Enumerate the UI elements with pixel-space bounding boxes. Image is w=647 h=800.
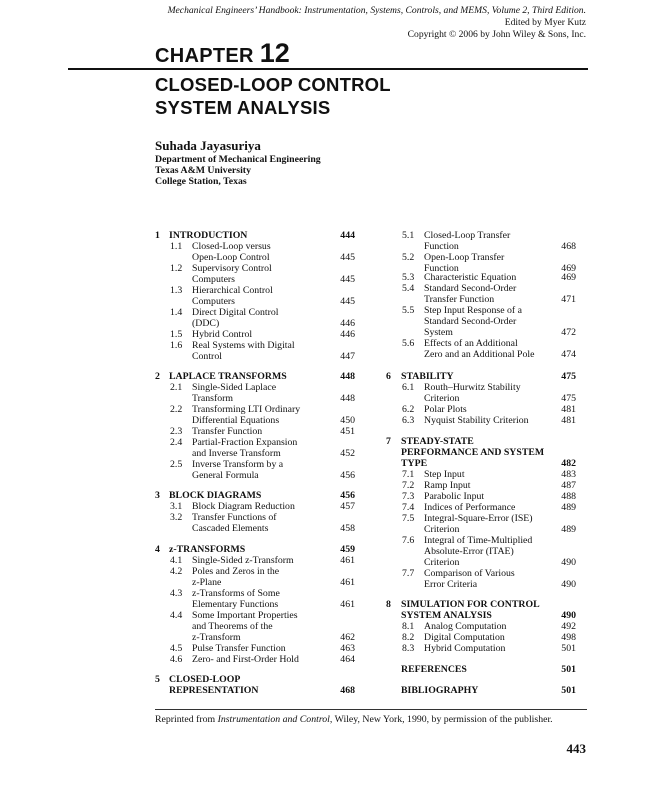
- toc-entry: [386, 415, 586, 426]
- reprint-suffix: , Wiley, New York, 1990, by permission of the publisher.: [329, 714, 553, 725]
- toc-entry-title: Integral-Square-Error (ISE): [424, 513, 533, 524]
- toc-entry: [386, 316, 586, 327]
- toc-entry-title: Transfer Function: [192, 426, 263, 437]
- toc-entry: [155, 241, 360, 252]
- toc-entry-title: Function: [424, 263, 459, 274]
- toc-entry: [386, 338, 586, 349]
- toc-entry-title: Block Diagram Reduction: [192, 501, 295, 512]
- toc-entry-page: 481: [561, 415, 576, 426]
- toc-entry-title: SIMULATION FOR CONTROL: [401, 599, 540, 610]
- toc-entry: [386, 480, 586, 491]
- toc-entry-page: 483: [561, 469, 576, 480]
- toc-entry-page: 490: [561, 579, 576, 590]
- toc-entry: [386, 513, 586, 524]
- toc-entry: [155, 490, 360, 501]
- chapter-label: CHAPTER: [155, 45, 254, 67]
- toc-entry-page: 501: [561, 643, 576, 654]
- toc-entry: [155, 654, 360, 665]
- toc-entry: [155, 382, 360, 393]
- toc-entry-page: 461: [340, 577, 355, 588]
- toc-entry: [386, 393, 586, 404]
- toc-entry-number: 2.4: [170, 437, 183, 448]
- toc-entry: [386, 241, 586, 252]
- toc-entry-number: 3.1: [170, 501, 183, 512]
- toc-entry-number: 4.2: [170, 566, 183, 577]
- toc-entry-number: 8.2: [402, 632, 415, 643]
- toc-entry-number: 5.2: [402, 252, 415, 263]
- toc-entry-number: 2.1: [170, 382, 183, 393]
- toc-entry-title: Effects of an Additional: [424, 338, 518, 349]
- toc-entry-number: 1.6: [170, 340, 183, 351]
- toc-entry: [386, 458, 586, 469]
- toc-entry: [386, 599, 586, 610]
- toc-entry-page: 469: [561, 263, 576, 274]
- toc-entry-title: Single-Sided Laplace: [192, 382, 277, 393]
- toc-entry-title: Zero and an Additional Pole: [424, 349, 535, 360]
- toc-entry: [155, 577, 360, 588]
- toc-entry-title: Criterion: [424, 524, 460, 535]
- toc-entry-number: 7: [386, 436, 391, 447]
- toc-entry-page: 463: [340, 643, 355, 654]
- toc-entry-page: 501: [561, 685, 576, 696]
- toc-entry: [155, 274, 360, 285]
- toc-entry-title: Control: [192, 351, 222, 362]
- toc-entry-page: 458: [340, 523, 355, 534]
- toc-entry: [155, 632, 360, 643]
- toc-entry-title: Routh–Hurwitz Stability: [424, 382, 521, 393]
- toc-entry: [155, 393, 360, 404]
- toc-entry-page: 475: [561, 393, 576, 404]
- toc-entry: [155, 252, 360, 263]
- chapter-title: [155, 73, 391, 119]
- chapter-title-line-2: SYSTEM ANALYSIS: [155, 97, 331, 118]
- toc-entry-title: Direct Digital Control: [192, 307, 279, 318]
- toc-entry-title: STEADY-STATE: [401, 436, 474, 447]
- toc-entry-title: Supervisory Control: [192, 263, 272, 274]
- toc-entry-title: Closed-Loop Transfer: [424, 230, 511, 241]
- toc-entry-page: 446: [340, 329, 355, 340]
- toc-entry: [155, 501, 360, 512]
- toc-entry-number: 6: [386, 371, 391, 382]
- toc-entry-page: 472: [561, 327, 576, 338]
- toc-entry: [155, 523, 360, 534]
- toc-entry: [386, 371, 586, 382]
- toc-entry: [386, 643, 586, 654]
- toc-entry-page: 456: [340, 490, 355, 501]
- toc-entry-title: Criterion: [424, 557, 460, 568]
- toc-entry: [155, 674, 360, 685]
- toc-entry-title: BLOCK DIAGRAMS: [169, 490, 262, 501]
- toc-entry-title: Real Systems with Digital: [192, 340, 295, 351]
- toc-entry-page: 490: [561, 557, 576, 568]
- chapter-heading: [155, 38, 290, 69]
- toc-entry-number: 7.4: [402, 502, 415, 513]
- toc-entry-page: 468: [340, 685, 355, 696]
- toc-entry-title: Elementary Functions: [192, 599, 279, 610]
- toc-entry-page: 448: [340, 393, 355, 404]
- toc-entry: [386, 557, 586, 568]
- toc-entry-number: 3: [155, 490, 160, 501]
- toc-entry-page: 490: [561, 610, 576, 621]
- toc-entry: [386, 447, 586, 458]
- toc-entry: [155, 621, 360, 632]
- toc-entry-number: 1.3: [170, 285, 183, 296]
- toc-entry-number: 5.3: [402, 272, 415, 283]
- header-copyright: Copyright © 2006 by John Wiley & Sons, Inc.: [407, 29, 586, 40]
- toc-entry-title: Inverse Transform by a: [192, 459, 284, 470]
- toc-entry-title: Hybrid Computation: [424, 643, 506, 654]
- toc-entry: [155, 685, 360, 696]
- chapter-rule: [68, 68, 588, 70]
- toc-entry: [386, 610, 586, 621]
- toc-entry-number: 5.4: [402, 283, 415, 294]
- toc-entry-title: Open-Loop Transfer: [424, 252, 505, 263]
- toc-entry-title: STABILITY: [401, 371, 454, 382]
- toc-entry-page: 459: [340, 544, 355, 555]
- toc-entry-number: 2.3: [170, 426, 183, 437]
- toc-entry-page: 468: [561, 241, 576, 252]
- toc-entry-title: Absolute-Error (ITAE): [424, 546, 514, 557]
- toc-entry: [386, 382, 586, 393]
- header-book-title: Mechanical Engineers’ Handbook: Instrumentation, Systems, Controls, and MEMS, Volume 2, Third Edition.: [167, 5, 586, 16]
- toc-entry: [386, 305, 586, 316]
- toc-entry-title: Integral of Time-Multiplied: [424, 535, 533, 546]
- page-number: 443: [566, 741, 586, 756]
- toc-entry-title: Single-Sided z-Transform: [192, 555, 294, 566]
- toc-entry: [155, 296, 360, 307]
- author-location: College Station, Texas: [155, 176, 247, 187]
- toc-entry: [155, 566, 360, 577]
- reprint-source-title: Instrumentation and Control: [217, 714, 330, 725]
- toc-entry: [386, 491, 586, 502]
- toc-entry: [155, 470, 360, 481]
- author-department: Department of Mechanical Engineering: [155, 154, 321, 165]
- toc-entry-number: 2.5: [170, 459, 183, 470]
- toc-entry-title: Computers: [192, 296, 235, 307]
- footer-rule: [155, 709, 587, 710]
- toc-entry-number: 7.6: [402, 535, 415, 546]
- toc-entry: [386, 436, 586, 447]
- toc-entry-title: and Inverse Transform: [192, 448, 281, 459]
- toc-entry-page: 461: [340, 599, 355, 610]
- toc-entry-number: 7.5: [402, 513, 415, 524]
- toc-entry: [386, 252, 586, 263]
- toc-entry-title: Characteristic Equation: [424, 272, 517, 283]
- toc-entry: [386, 632, 586, 643]
- toc-entry-number: 4.1: [170, 555, 183, 566]
- toc-entry-title: Standard Second-Order: [424, 316, 517, 327]
- toc-entry-page: 451: [340, 426, 355, 437]
- toc-entry-title: z-TRANSFORMS: [169, 544, 246, 555]
- toc-entry: [155, 610, 360, 621]
- toc-entry-title: LAPLACE TRANSFORMS: [169, 371, 287, 382]
- toc-entry-title: Zero- and First-Order Hold: [192, 654, 299, 665]
- toc-entry-title: Error Criteria: [424, 579, 478, 590]
- toc-entry-title: SYSTEM ANALYSIS: [401, 610, 492, 621]
- toc-entry-title: Hierarchical Control: [192, 285, 273, 296]
- toc-entry-number: 6.2: [402, 404, 415, 415]
- toc-entry: [386, 404, 586, 415]
- toc-entry-title: PERFORMANCE AND SYSTEM: [401, 447, 545, 458]
- toc-entry-title: Parabolic Input: [424, 491, 485, 502]
- toc-entry-number: 2.2: [170, 404, 183, 415]
- toc-entry-title: Polar Plots: [424, 404, 467, 415]
- toc-entry: [386, 283, 586, 294]
- toc-entry-number: 5.5: [402, 305, 415, 316]
- toc-entry-number: 3.2: [170, 512, 183, 523]
- toc-entry: [386, 469, 586, 480]
- toc-entry: [155, 459, 360, 470]
- toc-entry-number: 5: [155, 674, 160, 685]
- toc-entry: [155, 351, 360, 362]
- toc-entry: [155, 555, 360, 566]
- toc-entry-page: 498: [561, 632, 576, 643]
- toc-entry-title: Differential Equations: [192, 415, 280, 426]
- toc-entry: [155, 318, 360, 329]
- toc-entry-page: 446: [340, 318, 355, 329]
- toc-entry: [155, 404, 360, 415]
- toc-entry: [155, 329, 360, 340]
- toc-entry-page: 452: [340, 448, 355, 459]
- toc-entry-number: 5.1: [402, 230, 415, 241]
- toc-entry-title: REPRESENTATION: [169, 685, 259, 696]
- toc-entry: [155, 512, 360, 523]
- toc-entry-title: Indices of Performance: [424, 502, 516, 513]
- toc-entry-title: Hybrid Control: [192, 329, 253, 340]
- toc-entry-number: 8.1: [402, 621, 415, 632]
- reprint-notice: [155, 714, 553, 725]
- toc-entry-number: 1.2: [170, 263, 183, 274]
- toc-entry-title: Step Input: [424, 469, 465, 480]
- toc-entry: [155, 448, 360, 459]
- toc-entry-page: 448: [340, 371, 355, 382]
- toc-entry-page: 492: [561, 621, 576, 632]
- toc-entry: [386, 685, 586, 696]
- toc-entry: [155, 307, 360, 318]
- toc-entry: [155, 544, 360, 555]
- toc-entry-page: 445: [340, 274, 355, 285]
- toc-entry: [386, 546, 586, 557]
- toc-entry-title: Partial-Fraction Expansion: [192, 437, 298, 448]
- toc-entry-title: REFERENCES: [401, 664, 467, 675]
- toc-entry: [386, 535, 586, 546]
- toc-entry-title: General Formula: [192, 470, 259, 481]
- toc-entry-page: 471: [561, 294, 576, 305]
- toc-entry-title: (DDC): [192, 318, 220, 329]
- toc-entry-number: 6.1: [402, 382, 415, 393]
- toc-entry-number: 7.1: [402, 469, 415, 480]
- toc-entry-page: 447: [340, 351, 355, 362]
- toc-entry-page: 487: [561, 480, 576, 491]
- toc-entry: [386, 664, 586, 675]
- chapter-number: 12: [259, 38, 290, 68]
- toc-entry-title: System: [424, 327, 453, 338]
- toc-entry-title: Poles and Zeros in the: [192, 566, 280, 577]
- toc-entry-page: 462: [340, 632, 355, 643]
- toc-entry-title: Pulse Transfer Function: [192, 643, 286, 654]
- toc-entry-number: 1.5: [170, 329, 183, 340]
- toc-entry-title: Function: [424, 241, 459, 252]
- toc-entry-number: 7.7: [402, 568, 415, 579]
- toc-entry-title: Closed-Loop versus: [192, 241, 271, 252]
- toc-entry-title: z-Plane: [192, 577, 222, 588]
- toc-entry-page: 445: [340, 296, 355, 307]
- toc-entry: [386, 502, 586, 513]
- toc-entry-title: Comparison of Various: [424, 568, 515, 579]
- toc-entry: [386, 621, 586, 632]
- toc-entry-title: TYPE: [401, 458, 428, 469]
- toc-entry-title: Transforming LTI Ordinary: [192, 404, 301, 415]
- toc-entry: [155, 426, 360, 437]
- toc-entry-page: 482: [561, 458, 576, 469]
- toc-entry-page: 488: [561, 491, 576, 502]
- toc-entry-title: CLOSED-LOOP: [169, 674, 241, 685]
- toc-entry-page: 474: [561, 349, 576, 360]
- toc-entry-page: 489: [561, 524, 576, 535]
- reprint-prefix: Reprinted from: [155, 714, 218, 725]
- toc-entry-page: 475: [561, 371, 576, 382]
- toc-entry-title: Nyquist Stability Criterion: [424, 415, 529, 426]
- toc-entry-number: 1.1: [170, 241, 183, 252]
- toc-entry-title: Transform: [192, 393, 234, 404]
- toc-entry-title: Digital Computation: [424, 632, 505, 643]
- toc-entry-page: 464: [340, 654, 355, 665]
- toc-entry: [386, 524, 586, 535]
- toc-entry-number: 8.3: [402, 643, 415, 654]
- toc-entry-page: 456: [340, 470, 355, 481]
- toc-entry: [155, 588, 360, 599]
- toc-entry-number: 1.4: [170, 307, 183, 318]
- toc-entry: [386, 349, 586, 360]
- toc-entry-title: z-Transform: [192, 632, 241, 643]
- toc-entry-title: Analog Computation: [424, 621, 507, 632]
- toc-entry-page: 489: [561, 502, 576, 513]
- toc-entry-title: Transfer Functions of: [192, 512, 277, 523]
- toc-entry-number: 5.6: [402, 338, 415, 349]
- toc-entry: [386, 327, 586, 338]
- toc-entry-title: Transfer Function: [424, 294, 495, 305]
- toc-entry: [155, 263, 360, 274]
- chapter-title-line-1: CLOSED-LOOP CONTROL: [155, 74, 391, 95]
- toc-entry-title: BIBLIOGRAPHY: [401, 685, 479, 696]
- toc-entry-page: 445: [340, 252, 355, 263]
- toc-entry-title: Ramp Input: [424, 480, 471, 491]
- toc-entry-page: 501: [561, 664, 576, 675]
- toc-entry-number: 8: [386, 599, 391, 610]
- toc-entry-title: Step Input Response of a: [424, 305, 522, 316]
- toc-entry-title: and Theorems of the: [192, 621, 273, 632]
- toc-entry-page: 450: [340, 415, 355, 426]
- toc-entry-title: Cascaded Elements: [192, 523, 269, 534]
- toc-entry-number: 1: [155, 230, 160, 241]
- toc-entry-number: 4.3: [170, 588, 183, 599]
- toc-entry-page: 461: [340, 555, 355, 566]
- toc-entry-number: 4: [155, 544, 160, 555]
- toc-entry-number: 4.5: [170, 643, 183, 654]
- toc-entry: [386, 272, 586, 283]
- toc-entry: [386, 294, 586, 305]
- toc-entry-page: 444: [340, 230, 355, 241]
- toc-entry: [386, 230, 586, 241]
- header-editor: Edited by Myer Kutz: [504, 17, 586, 28]
- toc-entry-number: 4.6: [170, 654, 183, 665]
- author-university: Texas A&M University: [155, 165, 251, 176]
- toc-entry-page: 469: [561, 272, 576, 283]
- toc-entry-number: 2: [155, 371, 160, 382]
- toc-entry-title: Some Important Properties: [192, 610, 298, 621]
- toc-entry-title: Open-Loop Control: [192, 252, 270, 263]
- toc-entry: [386, 579, 586, 590]
- toc-entry: [155, 599, 360, 610]
- toc-entry-title: Criterion: [424, 393, 460, 404]
- toc-entry-number: 7.3: [402, 491, 415, 502]
- toc-entry-title: z-Transforms of Some: [192, 588, 280, 599]
- toc-entry: [155, 643, 360, 654]
- toc-entry: [155, 415, 360, 426]
- toc-entry-number: 7.2: [402, 480, 415, 491]
- toc-entry: [155, 340, 360, 351]
- toc-entry: [155, 230, 360, 241]
- toc-entry-page: 481: [561, 404, 576, 415]
- toc-entry-number: 4.4: [170, 610, 183, 621]
- toc-entry-page: 457: [340, 501, 355, 512]
- toc-entry-title: INTRODUCTION: [169, 230, 248, 241]
- author-name: Suhada Jayasuriya: [155, 138, 261, 153]
- toc-entry: [155, 371, 360, 382]
- toc-entry: [155, 285, 360, 296]
- toc-entry-title: Standard Second-Order: [424, 283, 517, 294]
- toc-entry-title: Computers: [192, 274, 235, 285]
- toc-entry-number: 6.3: [402, 415, 415, 426]
- toc-entry: [386, 568, 586, 579]
- toc-entry: [155, 437, 360, 448]
